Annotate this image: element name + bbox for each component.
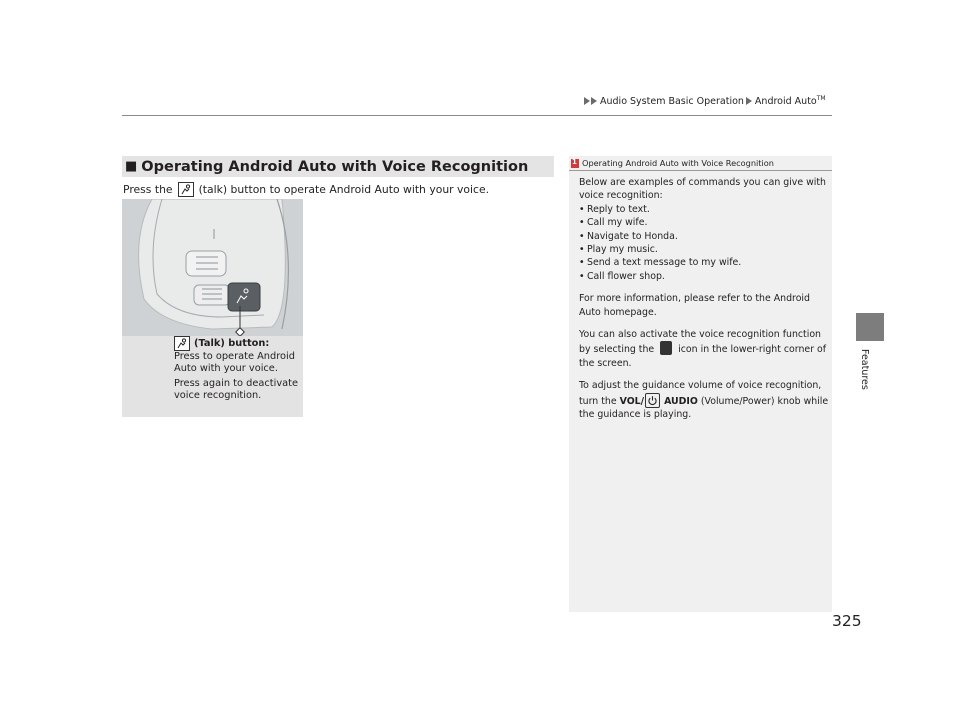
talk-button-callout	[174, 336, 302, 402]
microphone-icon	[660, 341, 672, 355]
breadcrumb-item	[755, 95, 826, 107]
chapter-label-text: Features	[859, 349, 870, 390]
page-number: 325	[832, 612, 862, 630]
list-item	[579, 270, 829, 283]
bullet-icon: •	[579, 244, 585, 256]
list-item-text: Play my music.	[587, 244, 658, 256]
knob-label: AUDIO	[664, 395, 698, 407]
breadcrumb-item: Audio System Basic Operation	[600, 95, 744, 107]
breadcrumb	[584, 95, 826, 107]
note-heading	[569, 156, 832, 171]
bullet-icon: •	[579, 257, 585, 269]
note-text: To adjust the guidance volume of voice recognition, turn the	[579, 380, 822, 407]
bullet-icon: •	[579, 230, 585, 242]
intro-text	[123, 182, 489, 197]
breadcrumb-arrow-icon	[591, 97, 597, 105]
chapter-label	[846, 349, 894, 409]
knob-label: VOL/	[619, 395, 645, 407]
note-paragraph	[579, 328, 829, 370]
note-intro: Below are examples of commands you can give with voice recognition:	[579, 177, 826, 202]
list-item-text: Call my wife.	[587, 217, 648, 229]
list-item-text: Reply to text.	[587, 203, 650, 215]
list-item-text: Call flower shop.	[587, 270, 665, 282]
note-body	[579, 176, 829, 422]
talk-icon	[174, 336, 190, 351]
callout-text: Press to operate Android Auto with your voice.	[174, 351, 295, 374]
breadcrumb-arrow-icon	[746, 97, 752, 105]
list-item	[579, 256, 829, 269]
note-paragraph: For more information, please refer to the Android Auto homepage.	[579, 293, 810, 318]
chapter-tab	[856, 313, 884, 341]
note-text: You can also activate the voice recognition function by selecting the	[579, 329, 821, 356]
talk-icon	[178, 182, 194, 197]
square-bullet-icon: ■	[125, 159, 138, 174]
breadcrumb-arrow-icon	[584, 97, 590, 105]
list-item	[579, 243, 829, 256]
bullet-icon: •	[579, 203, 585, 215]
bullet-icon: •	[579, 270, 585, 282]
breadcrumb-item-text: Android Auto	[754, 96, 817, 108]
note-reference-icon	[571, 159, 579, 168]
section-heading	[122, 156, 554, 177]
note-paragraph	[579, 379, 829, 421]
list-item-text: Navigate to Honda.	[587, 230, 678, 242]
note-text: (Volume/Power) knob while the guidance is playing.	[579, 395, 829, 421]
header-rule	[122, 115, 832, 116]
list-item	[579, 230, 829, 243]
power-icon	[645, 393, 660, 408]
callout-text: Press again to deactivate voice recognition.	[174, 378, 298, 401]
list-item-text: Send a text message to my wife.	[587, 257, 742, 269]
callout-title: (Talk) button:	[194, 337, 270, 349]
list-item	[579, 216, 829, 229]
note-heading-text: Operating Android Auto with Voice Recognition	[582, 158, 774, 168]
trademark: TM	[816, 95, 826, 102]
intro-text-end: (talk) button to operate Android Auto with your voice.	[198, 183, 490, 196]
bullet-icon: •	[579, 217, 585, 229]
section-heading-text: Operating Android Auto with Voice Recognition	[141, 158, 529, 175]
note-text: icon in the lower-right corner of the screen.	[579, 344, 827, 369]
list-item	[579, 203, 829, 216]
intro-text-start: Press the	[123, 183, 173, 196]
